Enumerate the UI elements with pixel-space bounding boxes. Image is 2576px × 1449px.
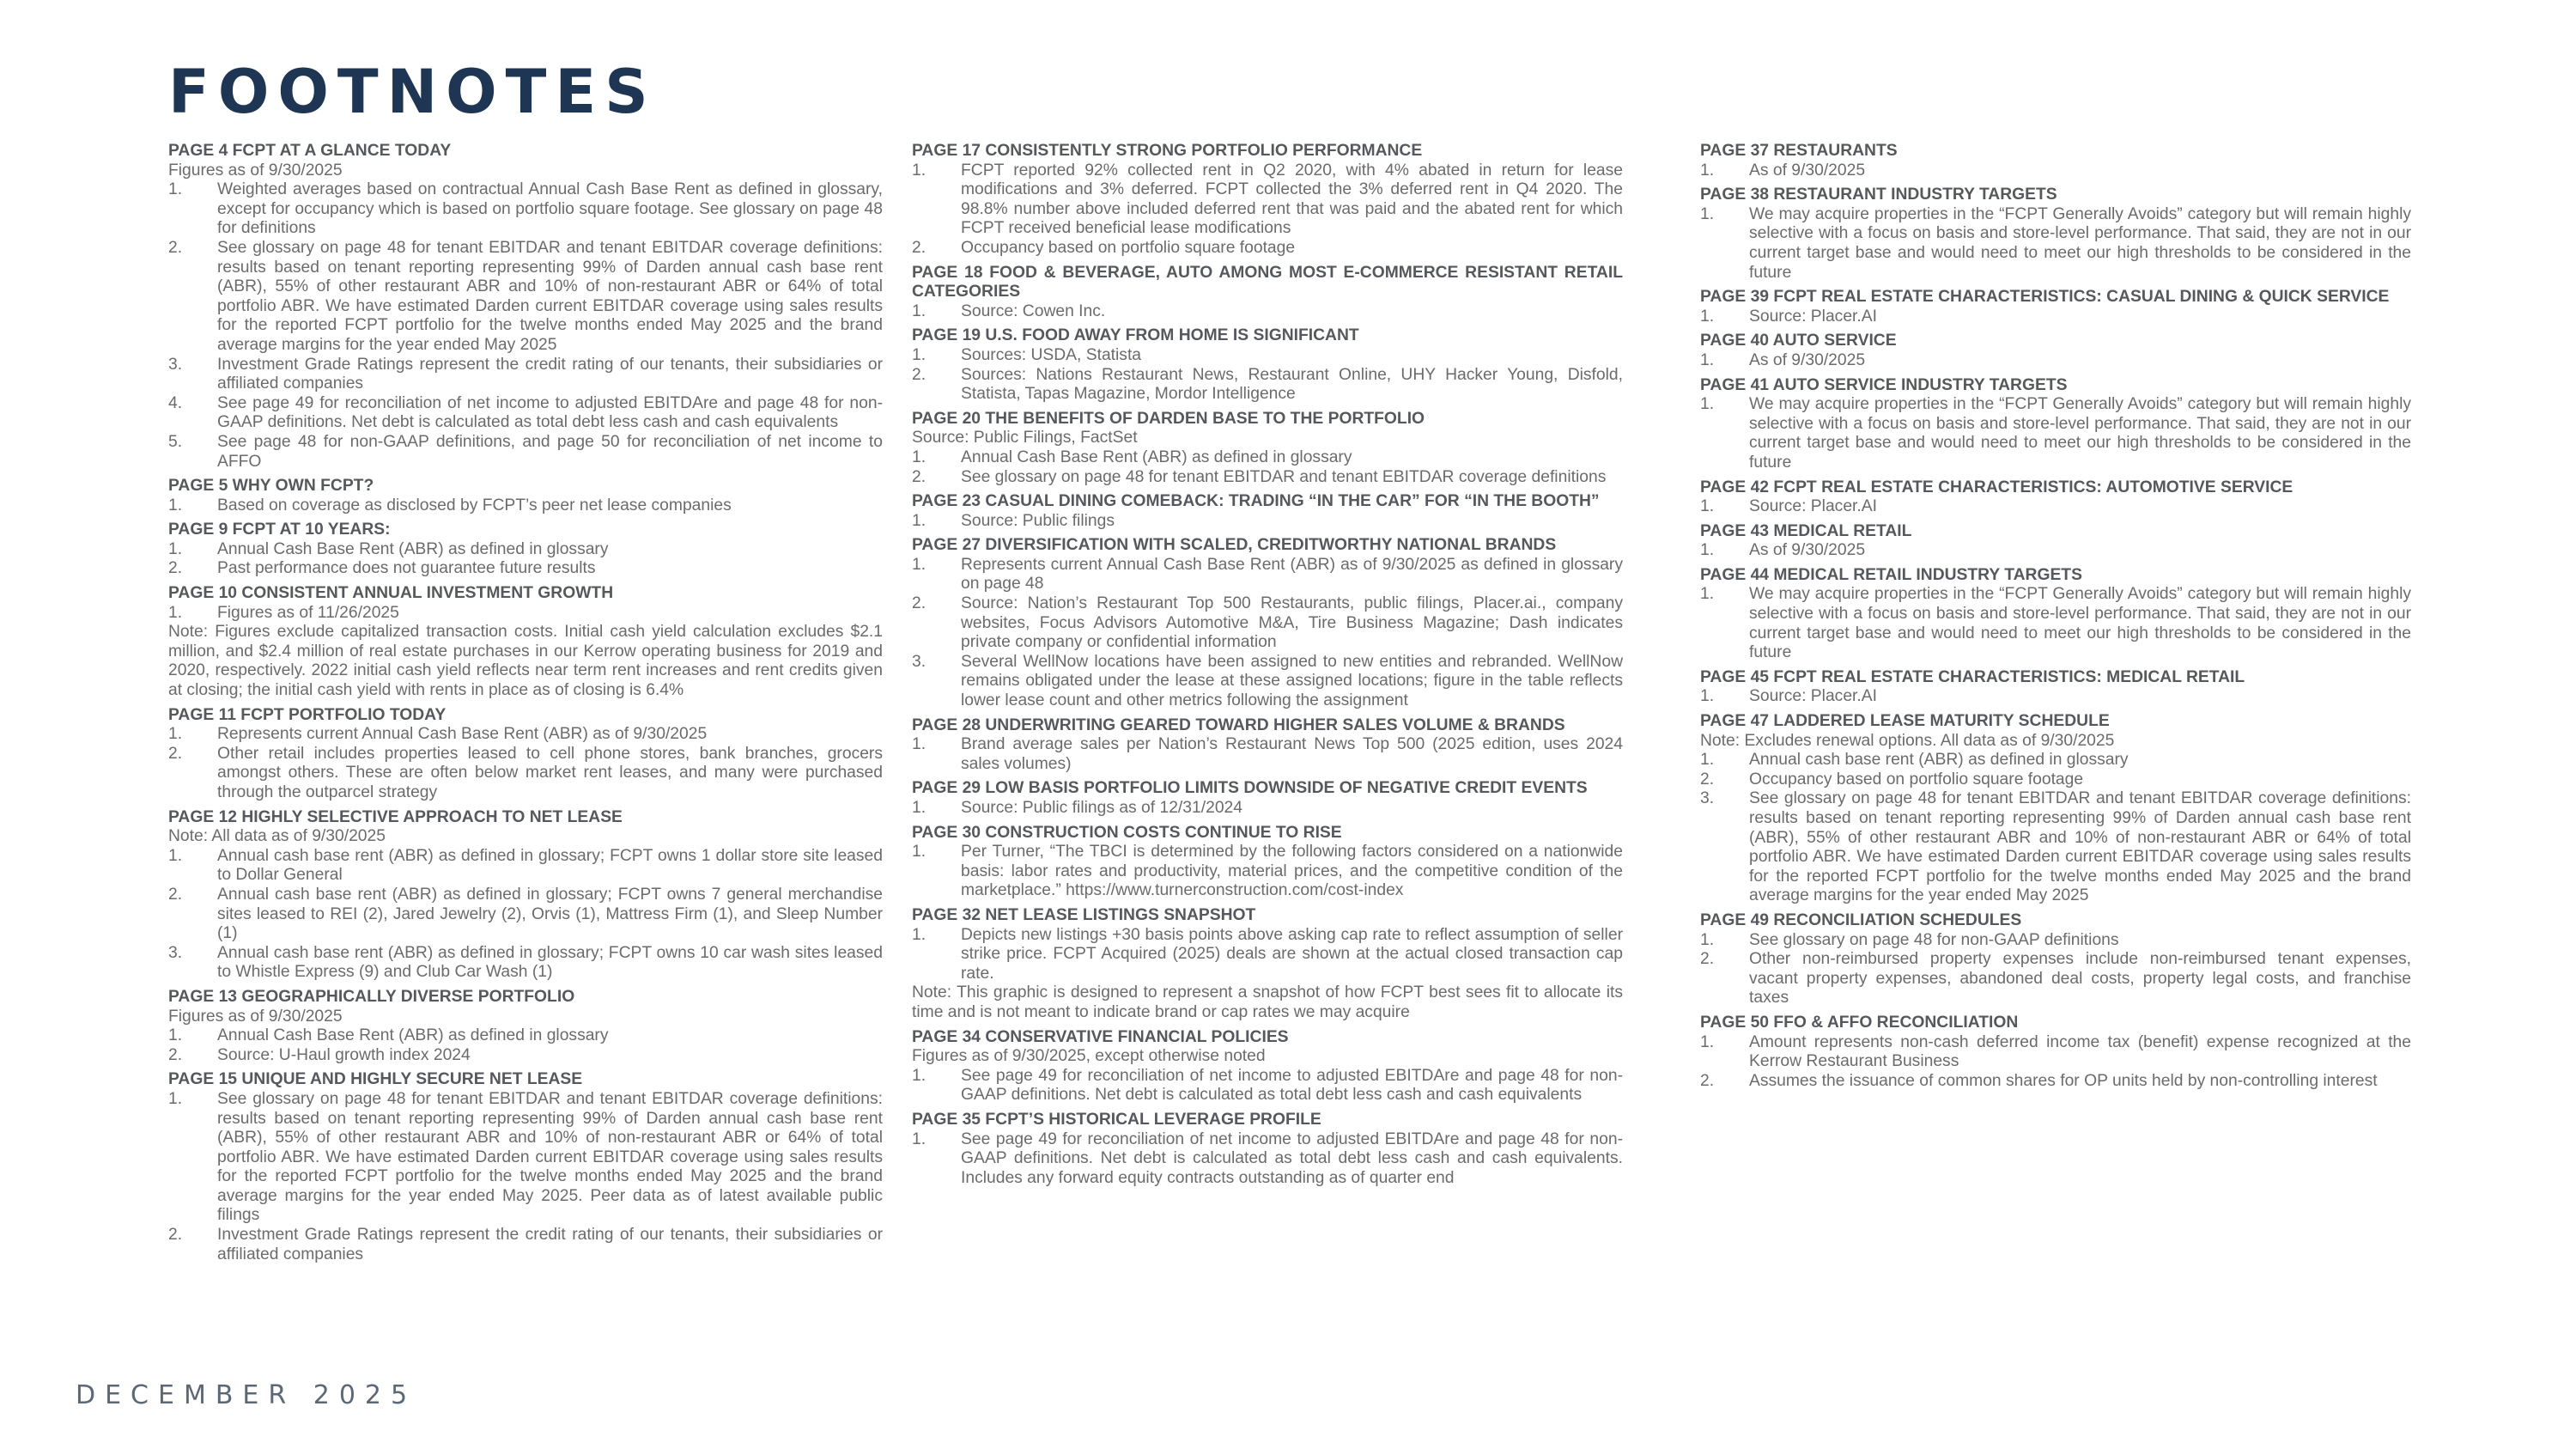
footnote-item [1700,789,2411,906]
footnote-text: Investment Grade Ratings represent the credit rating of our tenants, their subsidiaries or affiliated companies [217,1226,883,1263]
footnote-number: 1. [912,447,927,466]
footnote-text: Past performance does not guarantee future results [217,559,596,578]
footnote-text: Figures as of 11/26/2025 [217,603,399,622]
footnote-item [912,926,1623,984]
footnote-text: Per Turner, “The TBCI is determined by the following factors considered on a nationwide basis: labor rates and productivity, material prices, and the competitive condition of the marketplace.” https://www.turnerconstruction.com/cost-index [961,843,1623,900]
footnote-heading: PAGE 41 AUTO SERVICE INDUSTRY TARGETS [1700,375,2068,394]
footnote-item [168,745,883,803]
footnote-item [168,944,883,983]
footnote-text: Source: Cowen Inc. [961,301,1106,320]
footnote-text: Assumes the issuance of common shares for OP units held by non-controlling interest [1749,1071,2378,1090]
footnote-text: See page 49 for reconciliation of net income to adjusted EBITDAre and page 48 for non-GAAP definitions. Net debt is calculated as total debt less cash and cash equivalents [217,393,883,432]
footnote-section [912,1028,1623,1105]
footnote-section [1700,668,2411,707]
footer-date: DECEMBER 2025 [76,1380,417,1410]
footnote-section [912,492,1623,531]
footnote-number: 1. [912,161,927,180]
footnote-heading: PAGE 19 U.S. FOOD AWAY FROM HOME IS SIGNIFICANT [912,326,1359,345]
footnote-note: Figures as of 9/30/2025 [168,161,343,180]
footnote-number: 1. [168,180,183,199]
footnote-section [1700,712,2411,906]
footnote-text: We may acquire properties in the “FCPT Generally Avoids” category but will remain highly selective with a focus on basis and store-level performance. That said, they are not in our current target base and would need to meet our high thresholds to be considered in the future [1749,395,2411,472]
footnote-heading: PAGE 42 FCPT REAL ESTATE CHARACTERISTICS: AUTOMOTIVE SERVICE [1700,478,2293,496]
footnote-heading: PAGE 49 RECONCILIATION SCHEDULES [1700,910,2022,929]
footnote-section [168,584,883,701]
footnote-number: 2. [168,885,183,904]
footnote-number: 2. [912,594,927,613]
footnote-section [168,521,883,579]
footnote-text: See glossary on page 48 for tenant EBITDAR and tenant EBITDAR coverage definitions: results based on tenant reporting representing 99% of Darden annual cash base rent (ABR), 55% of other restaurant ABR and 10% of non-restaurant ABR or 64% of total portfolio ABR. We have estimated Darden current EBITDAR coverage using sales results for the reported FCPT portfolio for the twelve months ended May 2025 and the brand average margins for the year ended May 2025. Peer data as of latest available public filings [217,1089,883,1225]
footnote-number: 1. [1700,350,1715,369]
footnote-heading: PAGE 12 HIGHLY SELECTIVE APPROACH TO NET LEASE [168,807,623,826]
footnote-item [1700,307,2411,327]
footnote-text: Amount represents non-cash deferred income tax (benefit) expense recognized at the Kerrow Restaurant Business [1749,1032,2411,1071]
footnote-note: Note: Figures exclude capitalized transaction costs. Initial cash yield calculation excludes $2.1 million, and $2.4 million of real estate purchases in our Kerrow operating business for 2019 and 2020, respectively. 2022 initial cash yield reflects near term rent increases and rent credits given at closing; the initial cash yield with rents in place as of closing is 6.4% [168,623,883,700]
footnote-number: 2. [168,1045,183,1064]
footnote-heading: PAGE 20 THE BENEFITS OF DARDEN BASE TO THE PORTFOLIO [912,409,1425,428]
footnote-item [168,604,883,624]
footnote-number: 1. [1700,751,1715,770]
footnote-section [912,142,1623,259]
footnote-heading: PAGE 9 FCPT AT 10 YEARS: [168,521,391,539]
footnote-heading: PAGE 5 WHY OWN FCPT? [168,477,374,496]
footnotes-column-3 [1700,142,2411,1096]
footnote-section [912,716,1623,775]
footnote-section [1700,332,2411,370]
footnote-item [912,161,1623,239]
footnote-number: 1. [168,1026,183,1045]
footnote-section [912,264,1623,322]
footnote-item [1700,751,2411,770]
footnote-heading: PAGE 34 CONSERVATIVE FINANCIAL POLICIES [912,1027,1289,1046]
footnote-text: Source: Placer.AI [1749,307,1877,326]
footnote-text: Annual cash base rent (ABR) as defined in glossary; FCPT owns 1 dollar store site leased to Dollar General [217,846,883,885]
footnote-heading: PAGE 45 FCPT REAL ESTATE CHARACTERISTICS: MEDICAL RETAIL [1700,667,2245,686]
footnote-text: See page 49 for reconciliation of net income to adjusted EBITDAre and page 48 for non-GAAP definitions. Net debt is calculated as total debt less cash and cash equivalents. Includes any forward equity contracts outstanding as of quarter end [961,1129,1623,1187]
footnote-item [1700,585,2411,662]
footnote-item [168,394,883,433]
footnote-number: 2. [912,467,927,486]
footnote-heading: PAGE 43 MEDICAL RETAIL [1700,521,1912,540]
footnote-text: We may acquire properties in the “FCPT Generally Avoids” category but will remain highly selective with a focus on basis and store-level performance. That said, they are not in our current target base and would need to meet our high thresholds to be considered in the future [1749,585,2411,662]
footnote-item [912,302,1623,322]
footnote-heading: PAGE 10 CONSISTENT ANNUAL INVESTMENT GROWTH [168,584,614,603]
footnote-number: 1. [1700,585,1715,604]
footnote-item [168,1090,883,1226]
footnote-item [168,847,883,886]
footnotes-column-1 [168,142,883,1269]
footnote-section [912,536,1623,710]
footnote-text: See glossary on page 48 for tenant EBITDAR and tenant EBITDAR coverage definitions: results based on tenant reporting representing 99% of Darden annual cash base rent (ABR), 55% of other restaurant ABR and 10% of non-restaurant ABR or 64% of total portfolio ABR. We have estimated Darden current EBITDAR coverage using sales results for the reported FCPT portfolio for the twelve months ended May 2025 and the brand average margins for the year ended May 2025 [217,238,883,354]
footnote-item [168,1226,883,1264]
footnote-text: See glossary on page 48 for tenant EBITDAR and tenant EBITDAR coverage definitions [961,467,1607,486]
footnote-number: 1. [912,735,927,754]
footnote-number: 1. [912,843,927,861]
footnote-item [1700,161,2411,181]
footnote-item [1700,950,2411,1008]
footnote-text: Annual cash base rent (ABR) as defined in glossary [1749,751,2129,770]
footnote-number: 1. [168,496,183,514]
footnote-item [1700,351,2411,371]
footnote-text: Source: Placer.AI [1749,497,1877,516]
footnote-heading: PAGE 50 FFO & AFFO RECONCILIATION [1700,1013,2019,1032]
footnote-number: 1. [168,725,183,744]
footnote-note: Figures as of 9/30/2025, except otherwise noted [912,1047,1266,1066]
footnote-number: 1. [1700,930,1715,949]
footnote-section [1700,478,2411,517]
footnote-text: Sources: Nations Restaurant News, Restaurant Online, UHY Hacker Young, Disfold, Statista, Tapas Magazine, Mordor Intelligence [961,365,1623,404]
footnote-number: 1. [912,1129,927,1148]
footnote-text: Annual cash base rent (ABR) as defined in glossary; FCPT owns 10 car wash sites leased to Whistle Express (9) and Club Car Wash (1) [217,943,883,982]
footnote-number: 1. [1700,204,1715,223]
footnote-number: 3. [168,355,183,374]
footnote-item [1700,395,2411,472]
footnote-heading: PAGE 39 FCPT REAL ESTATE CHARACTERISTICS: CASUAL DINING & QUICK SERVICE [1700,288,2390,307]
footnote-number: 1. [168,603,183,622]
footnote-text: Source: U-Haul growth index 2024 [217,1045,471,1064]
footnote-heading: PAGE 18 FOOD & BEVERAGE, AUTO AMONG MOST E-COMMERCE RESISTANT RETAIL CATEGORIES [912,263,1623,301]
footnote-text: Weighted averages based on contractual Annual Cash Base Rent as defined in glossary, except for occupancy which is based on portfolio square footage. See glossary on page 48 for definitions [217,180,883,238]
footnote-text: Investment Grade Ratings represent the credit rating of our tenants, their subsidiaries or affiliated companies [217,355,883,393]
footnote-number: 1. [1700,497,1715,516]
footnote-number: 2. [168,1226,183,1245]
footnote-number: 1. [1700,307,1715,326]
footnote-heading: PAGE 38 RESTAURANT INDUSTRY TARGETS [1700,186,2057,204]
footnote-number: 1. [168,846,183,865]
footnote-text: Represents current Annual Cash Base Rent (ABR) as of 9/30/2025 as defined in glossary on page 48 [961,555,1623,594]
footnote-section [912,824,1623,901]
footnote-number: 2. [1700,770,1715,788]
footnote-item [912,735,1623,774]
footnote-item [168,496,883,516]
footnote-number: 1. [1700,541,1715,560]
footnote-item [1700,687,2411,707]
footnote-item [168,886,883,944]
footnote-text: Brand average sales per Nation’s Restaurant News Top 500 (2025 edition, uses 2024 sales volumes) [961,735,1623,773]
footnote-section [1700,288,2411,326]
footnote-heading: PAGE 29 LOW BASIS PORTFOLIO LIMITS DOWNSIDE OF NEGATIVE CREDIT EVENTS [912,779,1588,798]
footnote-section [168,988,883,1065]
page-title: FOOTNOTES [168,57,657,127]
footnote-section [1700,566,2411,663]
footnote-item [912,843,1623,901]
footnote-text: We may acquire properties in the “FCPT Generally Avoids” category but will remain highly selective with a focus on basis and store-level performance. That said, they are not in our current target base and would need to meet our high thresholds to be considered in the future [1749,204,2411,282]
footnote-text: See page 49 for reconciliation of net income to adjusted EBITDAre and page 48 for non-GAAP definitions. Net debt is calculated as total debt less cash and cash equivalents [961,1066,1623,1105]
footnote-number: 1. [1700,687,1715,706]
footnote-note: Note: All data as of 9/30/2025 [168,827,386,846]
footnote-item [912,1130,1623,1189]
footnote-text: Occupancy based on portfolio square footage [961,238,1296,257]
footnote-item [168,540,883,560]
footnote-text: As of 9/30/2025 [1749,541,1866,560]
footnote-item [912,366,1623,405]
footnote-heading: PAGE 28 UNDERWRITING GEARED TOWARD HIGHER SALES VOLUME & BRANDS [912,715,1565,734]
footnote-text: Other retail includes properties leased to cell phone stores, bank branches, grocers amongst others. These are often below market rent leases, and many were purchased through the outparcel strategy [217,744,883,801]
footnote-number: 1. [912,1066,927,1085]
footnote-number: 3. [912,652,927,671]
footnote-number: 1. [912,555,927,574]
footnote-number: 5. [168,432,183,451]
footnote-section [912,906,1623,1023]
footnote-number: 2. [168,238,183,257]
footnote-number: 3. [168,943,183,962]
footnote-section [912,326,1623,404]
footnote-item [1700,931,2411,951]
footnote-item [912,239,1623,259]
footnote-number: 3. [1700,789,1715,808]
footnote-number: 2. [168,744,183,763]
footnote-number: 2. [912,365,927,384]
footnote-number: 2. [168,559,183,578]
footnote-number: 2. [1700,950,1715,969]
footnote-text: Depicts new listings +30 basis points above asking cap rate to reflect assumption of seller strike price. FCPT Acquired (2025) deals are shown at the actual closed transaction cap rate. [961,925,1623,983]
footnote-note: Source: Public Filings, FactSet [912,429,1138,447]
footnote-heading: PAGE 40 AUTO SERVICE [1700,332,1897,350]
footnote-number: 1. [168,539,183,558]
footnote-item [168,1046,883,1066]
footnote-text: See page 48 for non-GAAP definitions, and page 50 for reconciliation of net income to AFFO [217,432,883,471]
footnote-heading: PAGE 37 RESTAURANTS [1700,142,1898,160]
footnote-section [1700,1014,2411,1091]
footnote-item [912,512,1623,532]
footnote-item [168,239,883,356]
footnote-section [168,1070,883,1264]
footnote-item [168,356,883,394]
footnote-text: Represents current Annual Cash Base Rent (ABR) as of 9/30/2025 [217,725,708,744]
footnote-text: Source: Placer.AI [1749,687,1877,706]
footnote-number: 1. [912,799,927,817]
footnote-heading: PAGE 30 CONSTRUCTION COSTS CONTINUE TO RISE [912,823,1342,842]
footnotes-column-2 [912,142,1623,1193]
footnote-text: Source: Nation’s Restaurant Top 500 Restaurants, public filings, Placer.ai., company websites, Focus Advisors Automotive M&A, Tire Business Magazine; Dash indicates private company or confidential information [961,594,1623,652]
footnote-section [1700,911,2411,1008]
footnote-section [1700,186,2411,283]
footnote-item [168,725,883,745]
footnote-heading: PAGE 44 MEDICAL RETAIL INDUSTRY TARGETS [1700,565,2082,584]
footnote-text: FCPT reported 92% collected rent in Q2 2020, with 4% abated in return for lease modifications and 3% deferred. FCPT collected the 3% deferred rent in Q4 2020. The 98.8% number above included deferred rent that was paid and the abated rent for which FCPT received beneficial lease modifications [961,161,1623,238]
footnote-text: Sources: USDA, Statista [961,345,1142,364]
footnote-number: 1. [1700,1032,1715,1051]
footnote-heading: PAGE 27 DIVERSIFICATION WITH SCALED, CREDITWORTHY NATIONAL BRANDS [912,536,1557,555]
footnote-item [912,468,1623,488]
footnote-section [168,142,883,472]
footnote-number: 2. [912,238,927,257]
footnote-item [1700,541,2411,561]
footnote-section [168,477,883,515]
footnote-item [912,556,1623,594]
footnote-text: As of 9/30/2025 [1749,161,1866,180]
footnote-text: Occupancy based on portfolio square footage [1749,770,2084,788]
footnote-section [1700,522,2411,561]
footnote-item [912,346,1623,366]
footnote-number: 1. [168,1089,183,1108]
footnote-number: 1. [912,345,927,364]
footnote-text: As of 9/30/2025 [1749,350,1866,369]
footnote-text: Annual Cash Base Rent (ABR) as defined in glossary [961,447,1352,466]
footnote-text: See glossary on page 48 for non-GAAP definitions [1749,930,2119,949]
footnote-heading: PAGE 47 LADDERED LEASE MATURITY SCHEDULE [1700,712,2110,731]
footnote-heading: PAGE 4 FCPT AT A GLANCE TODAY [168,142,452,160]
footnote-item [1700,1033,2411,1072]
footnote-item [168,1026,883,1046]
footnote-item [912,594,1623,653]
footnote-text: See glossary on page 48 for tenant EBITDAR and tenant EBITDAR coverage definitions: results based on tenant reporting representing 99% of Darden annual cash base rent (ABR), 55% of other restaurant ABR and 10% of non-restaurant ABR or 64% of total portfolio ABR. We have estimated Darden current EBITDAR coverage using sales results for the reported FCPT portfolio for the twelve months ended May 2025 and the brand average margins for the year ended May 2025 [1749,789,2411,905]
footnote-note: Figures as of 9/30/2025 [168,1007,343,1026]
footnote-item [912,653,1623,711]
footnote-section [912,779,1623,818]
footnote-number: 1. [1700,161,1715,180]
footnote-item [168,180,883,239]
footnote-item [912,799,1623,819]
footnote-section [912,410,1623,487]
footnote-heading: PAGE 35 FCPT’S HISTORICAL LEVERAGE PROFILE [912,1110,1321,1129]
footnote-note: Note: This graphic is designed to represent a snapshot of how FCPT best sees fit to allocate its time and is not meant to indicate brand or cap rates we may acquire [912,983,1623,1021]
footnote-text: Other non-reimbursed property expenses include non-reimbursed tenant expenses, vacant property expenses, abandoned deal costs, property legal costs, and franchise taxes [1749,950,2411,1008]
footnote-number: 1. [912,925,927,944]
footnote-heading: PAGE 17 CONSISTENTLY STRONG PORTFOLIO PERFORMANCE [912,142,1423,160]
footnote-text: Annual Cash Base Rent (ABR) as defined in glossary [217,539,609,558]
footnote-section [912,1111,1623,1188]
footnote-text: Annual cash base rent (ABR) as defined in glossary; FCPT owns 7 general merchandise sites leased to REI (2), Jared Jewelry (2), Orvis (1), Mattress Firm (1), and Sleep Number (1) [217,885,883,943]
footnote-number: 1. [912,301,927,320]
footnote-heading: PAGE 15 UNIQUE AND HIGHLY SECURE NET LEASE [168,1070,583,1089]
footnote-item [1700,205,2411,283]
footnote-heading: PAGE 11 FCPT PORTFOLIO TODAY [168,705,447,724]
footnote-item [912,448,1623,468]
footnote-item [168,559,883,579]
footnote-text: Source: Public filings as of 12/31/2024 [961,799,1242,817]
footnote-number: 1. [912,511,927,530]
footnote-note: Note: Excludes renewal options. All data as of 9/30/2025 [1700,731,2115,750]
footnote-number: 2. [1700,1071,1715,1090]
footnote-section [168,706,883,803]
footnote-item [912,1067,1623,1105]
footnote-heading: PAGE 13 GEOGRAPHICALLY DIVERSE PORTFOLIO [168,987,575,1006]
footnote-text: Annual Cash Base Rent (ABR) as defined in glossary [217,1026,609,1045]
footnote-text: Several WellNow locations have been assigned to new entities and rebranded. WellNow remains obligated under the lease at these assigned locations; figure in the table reflects lower lease count and other metrics following the assignment [961,652,1623,710]
footnote-item [1700,497,2411,517]
footnote-heading: PAGE 32 NET LEASE LISTINGS SNAPSHOT [912,905,1256,924]
footnote-number: 4. [168,393,183,412]
footnote-section [1700,142,2411,180]
footnote-text: Based on coverage as disclosed by FCPT’s peer net lease companies [217,496,732,514]
footnote-number: 1. [1700,395,1715,414]
footnote-text: Source: Public filings [961,511,1115,530]
footnote-item [1700,1072,2411,1092]
footnote-item [168,433,883,472]
footnote-item [1700,770,2411,790]
footnote-section [168,808,883,983]
footnote-section [1700,376,2411,473]
footnote-heading: PAGE 23 CASUAL DINING COMEBACK: TRADING “IN THE CAR” FOR “IN THE BOOTH” [912,492,1600,511]
